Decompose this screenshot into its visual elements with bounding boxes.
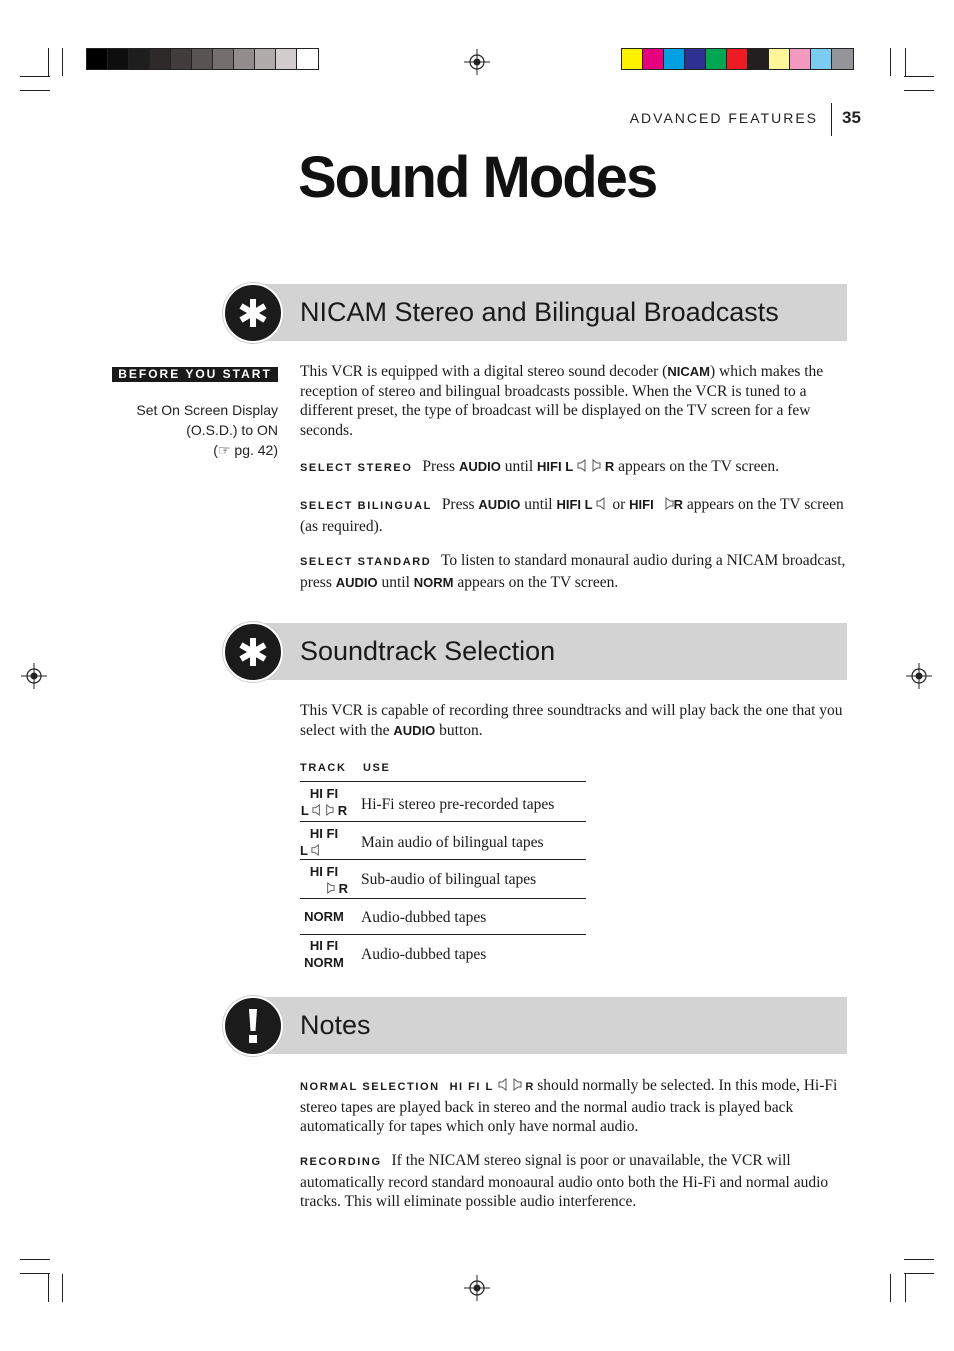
calibration-swatch [234,49,255,69]
calibration-swatch [769,49,790,69]
registration-mark-icon [21,663,47,689]
calibration-swatch [297,49,318,69]
speaker-right-icon [323,804,334,816]
speaker-left-icon [312,804,323,816]
select-bilingual-instruction: SELECT BILINGUAL Press AUDIO until HIFI L or HIFI R appears on the TV screen (as required). [300,496,844,535]
calibration-swatch [171,49,192,69]
section-band-nicam [250,284,847,341]
calibration-swatch [108,49,129,69]
exclamation-icon [223,996,283,1056]
asterisk-icon [223,283,283,343]
table-row: HI FI NORM Audio-dubbed tapes [300,934,586,975]
section-heading: Soundtrack Selection [300,636,556,666]
select-standard-instruction: SELECT STANDARD To listen to standard monaural audio during a NICAM broadcast, press AUDIO until NORM appears on the TV screen. [300,552,846,591]
calibration-swatch [129,49,150,69]
speaker-right-icon [510,1078,522,1091]
calibration-swatch [622,49,643,69]
color-calibration-bar [621,48,854,70]
registration-mark-icon [464,49,490,75]
calibration-swatch [255,49,276,69]
registration-mark-icon [906,663,932,689]
calibration-swatch [192,49,213,69]
speaker-right-icon [589,459,601,472]
calibration-swatch [748,49,769,69]
page-title: Sound Modes [298,145,657,210]
calibration-swatch [664,49,685,69]
grayscale-calibration-bar [86,48,319,70]
table-row: HI FI L R Hi-Fi stereo pre-recorded tapes [300,781,586,822]
calibration-swatch [811,49,832,69]
section-heading: Notes [300,1010,371,1040]
pointing-hand-icon: ☞ [217,442,231,458]
note-normal-selection: NORMAL SELECTION HI FI L R should normally be selected. In this mode, Hi-Fi stereo tapes are played back in stereo and the normal audio track is played back automatically for tapes which only have normal audio. [300,1077,838,1135]
calibration-swatch [685,49,706,69]
table-header-track: TRACK [300,762,347,774]
table-row: NORM Audio-dubbed tapes [300,898,586,935]
calibration-swatch [87,49,108,69]
select-stereo-instruction: SELECT STEREO Press AUDIO until HIFI L R appears on the TV screen. [300,458,779,475]
speaker-left-icon [577,459,589,472]
calibration-swatch [213,49,234,69]
header-divider [831,103,832,136]
calibration-swatch [643,49,664,69]
calibration-swatch [832,49,853,69]
table-header-use: USE [363,762,391,774]
note-recording: RECORDING If the NICAM stereo signal is poor or unavailable, the VCR will automatically record standard monoaural audio onto both the Hi-Fi and normal audio tracks. This will eliminate possible audio interference. [300,1152,829,1210]
calibration-swatch [790,49,811,69]
speaker-right-icon [658,497,674,510]
section-band-notes [250,997,847,1054]
registration-mark-icon [464,1275,490,1301]
soundtrack-intro: This VCR is capable of recording three soundtracks and will play back the one that you select with the AUDIO button. [300,702,843,739]
page-number: 35 [842,108,861,127]
asterisk-icon [223,622,283,682]
speaker-left-icon [596,497,608,510]
before-you-start-label: BEFORE YOU START [112,367,278,382]
calibration-swatch [150,49,171,69]
speaker-left-icon [498,1078,510,1091]
table-row: HI FI L Main audio of bilingual tapes [300,821,586,860]
section-heading: NICAM Stereo and Bilingual Broadcasts [300,297,779,327]
nicam-intro: This VCR is equipped with a digital stereo sound decoder (NICAM) which makes the reception of stereo and bilingual broadcasts possible. When the VCR is tuned to a different preset, the type of broadcast will be displayed on the TV screen for a few seconds. [300,363,824,439]
calibration-swatch [276,49,297,69]
calibration-swatch [727,49,748,69]
calibration-swatch [706,49,727,69]
speaker-left-icon [311,844,322,856]
running-head: ADVANCED FEATURES [629,110,818,126]
section-band-soundtrack [250,623,847,680]
speaker-right-icon [324,882,335,894]
table-row: HI FI R Sub-audio of bilingual tapes [300,859,586,899]
before-you-start-note: Set On Screen Display (O.S.D.) to ON (☞ pg. 42) [136,402,278,458]
